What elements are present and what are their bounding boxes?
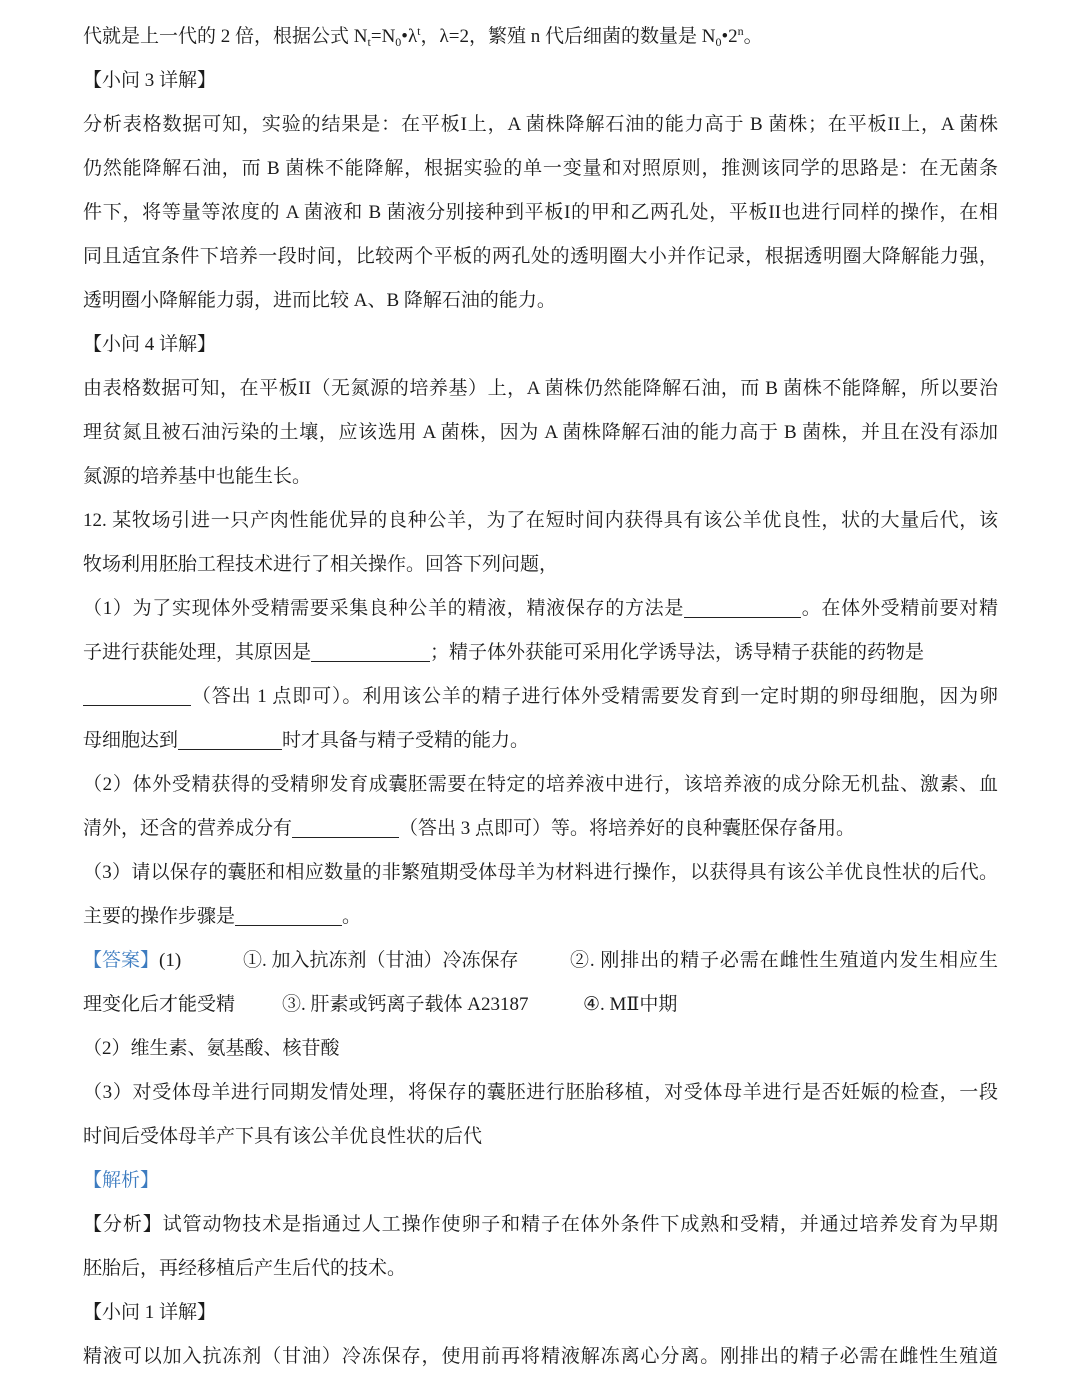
- analysis-text: 试管动物技术是指通过人工操作使卵子和精子在体外条件下成熟和受精，并通过培养发育为早期: [162, 1214, 998, 1235]
- question-text: 。在体外受精前要对精: [801, 598, 998, 619]
- fill-in-blank: [684, 597, 801, 618]
- formula-operator: •λ: [401, 26, 418, 47]
- answer-item-2-continued: 理变化后才能受精: [83, 994, 236, 1015]
- fill-in-blank: [235, 905, 342, 926]
- formula-symbol: N: [381, 26, 396, 47]
- question-text: 时才具备与精子受精的能力。: [282, 730, 530, 751]
- question-part2-line: [83, 807, 998, 851]
- question-text: 母细胞达到: [83, 730, 179, 751]
- formula-superscript: n: [737, 24, 744, 38]
- section-heading-q3: 【小问 3 详解】: [83, 70, 217, 91]
- question-text: ；精子体外获能可采用化学诱导法，诱导精子获能的药物是: [430, 642, 925, 663]
- question-part2-line: （2）体外受精获得的受精卵发育成囊胚需要在特定的培养液中进行，该培养液的成分除无机盐、激素、血: [83, 774, 998, 795]
- analysis-line: 胚胎后，再经移植后产生后代的技术。: [83, 1258, 407, 1279]
- page-content: [83, 15, 998, 1379]
- question-stem-line: 牧场利用胚胎工程技术进行了相关操作。回答下列问题，: [83, 554, 559, 575]
- question-stem-line: 12. 某牧场引进一只产肉性能优异的良种公羊，为了在短时间内获得具有该公羊优良性，状的大量后代，该: [83, 510, 998, 531]
- explanation-label: 【解析】: [83, 1170, 160, 1191]
- question-text: 清外，还含的营养成分有: [83, 818, 293, 839]
- growth-formula: [354, 26, 421, 47]
- paragraph-line: 氮源的培养基中也能生长。: [83, 466, 312, 487]
- formula-symbol: N: [701, 26, 716, 47]
- question-text: 主要的操作步骤是: [83, 906, 236, 927]
- paragraph-line: 理贫氮且被石油污染的土壤，应该选用 A 菌株，因为 A 菌株降解石油的能力高于 B 菌株，并且在没有添加: [83, 422, 998, 443]
- analysis-line: [83, 1203, 998, 1247]
- answer-item-3: ③. 肝素或钙离子载体 A23187: [282, 994, 529, 1015]
- formula-subscript: 0: [715, 35, 722, 49]
- answer-line: [83, 939, 998, 983]
- question-text: （答出 3 点即可）等。将培养好的良种囊胚保存备用。: [399, 818, 856, 839]
- intro-text: 。: [743, 26, 763, 47]
- question-part3-line: （3）请以保存的囊胚和相应数量的非繁殖期受体母羊为材料进行操作，以获得具有该公羊优良性状的后代。: [83, 862, 998, 883]
- answer-item-2: ②. 刚排出的精子必需在雌性生殖道内发生相应生: [570, 950, 998, 971]
- question-text: （1）为了实现体外受精需要采集良种公羊的精液，精液保存的方法是: [83, 598, 685, 619]
- answer-item-4: ④. MⅡ中期: [583, 994, 678, 1015]
- paragraph-line: 分析表格数据可知，实验的结果是：在平板I上，A 菌株降解石油的能力高于 B 菌株；在平板II上，A 菌株: [83, 114, 998, 135]
- formula-superscript: t: [417, 24, 421, 38]
- answer-line: [83, 983, 998, 1027]
- answer-part3-line: （3）对受体母羊进行同期发情处理，将保存的囊胚进行胚胎移植，对受体母羊进行是否妊娠的检查，一段: [83, 1082, 998, 1103]
- question-part1-line: [83, 675, 998, 719]
- answer-part-number: (1): [159, 950, 182, 971]
- result-formula: [702, 26, 744, 47]
- question-part1-line: [83, 587, 998, 631]
- paragraph-line: 由表格数据可知，在平板II（无氮源的培养基）上，A 菌株仍然能降解石油，而 B 菌株不能降解，所以要治: [83, 378, 998, 399]
- paragraph-line: 仍然能降解石油，而 B 菌株不能降解，根据实验的单一变量和对照原则，推测该同学的思路是：在无菌条: [83, 158, 998, 179]
- paragraph-line: 件下，将等量等浓度的 A 菌液和 B 菌液分别接种到平板I的甲和乙两孔处，平板II也进行同样的操作，在相: [83, 202, 998, 223]
- question-text: 。: [342, 906, 362, 927]
- formula-equals: =: [370, 26, 382, 47]
- formula-symbol: N: [353, 26, 368, 47]
- fill-in-blank: [83, 685, 191, 706]
- fill-in-blank: [178, 729, 282, 750]
- question-part1-line: [83, 631, 998, 675]
- formula-subscript: 0: [395, 35, 402, 49]
- paragraph-line: 透明圈小降解能力弱，进而比较 A、B 降解石油的能力。: [83, 290, 556, 311]
- answer-label: 【答案】: [83, 950, 160, 971]
- analysis-label: 【分析】: [83, 1214, 163, 1235]
- section-heading-q4: 【小问 4 详解】: [83, 334, 217, 355]
- intro-line: [83, 15, 998, 59]
- paragraph-line: 同且适宜条件下培养一段时间，比较两个平板的两孔处的透明圈大小并作记录，根据透明圈大降解能力强，: [83, 246, 998, 267]
- fill-in-blank: [311, 641, 430, 662]
- section-heading-q1: 【小问 1 详解】: [83, 1302, 217, 1323]
- paragraph-line: 精液可以加入抗冻剂（甘油）冷冻保存，使用前再将精液解冻离心分离。刚排出的精子必需在雌性生殖道: [83, 1346, 998, 1367]
- answer-item-1: ①. 加入抗冻剂（甘油）冷冻保存: [243, 950, 519, 971]
- formula-operator: •2: [721, 26, 738, 47]
- question-part3-line: [83, 895, 998, 939]
- answer-part2: （2）维生素、氨基酸、核苷酸: [83, 1038, 340, 1059]
- answer-part3-line: 时间后受体母羊产下具有该公羊优良性状的后代: [83, 1126, 483, 1147]
- question-text: 子进行获能处理，其原因是: [83, 642, 312, 663]
- question-text: （答出 1 点即可）。利用该公羊的精子进行体外受精需要发育到一定时期的卵母细胞，因为卵: [191, 686, 998, 707]
- question-part1-line: [83, 719, 998, 763]
- fill-in-blank: [292, 817, 399, 838]
- formula-subscript: t: [367, 35, 371, 49]
- intro-text: 代就是上一代的 2 倍，根据公式: [83, 26, 354, 47]
- intro-text: ，λ=2，繁殖 n 代后细菌的数量是: [420, 26, 702, 47]
